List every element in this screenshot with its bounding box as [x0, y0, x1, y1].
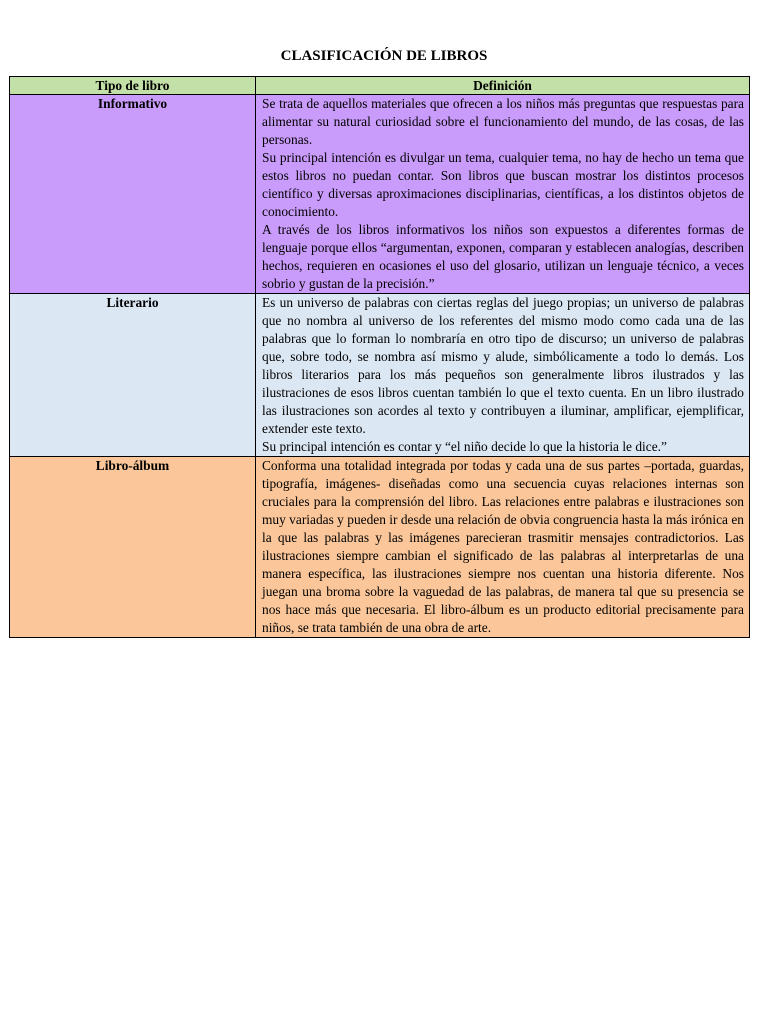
definition-paragraph: Es un universo de palabras con ciertas reglas del juego propias; un universo de palabras que no nombra al universo de los referentes del mismo modo como cada una de las palabras que lo forman lo nombraría en otro tipo de discurso; un universo de palabras que, sobre todo, se nombra así mismo y alude, simbólicamente a todo lo demás. Los libros literarios para los más pequeños son generalmente libros ilustrados y las ilustraciones de esos libros cuentan también lo que el texto cuenta. En un libro ilustrado las ilustraciones son acordes al texto y contribuyen a iluminar, amplificar, ejemplificar, extender este texto. — [262, 295, 744, 436]
header-definicion: Definición — [256, 77, 750, 95]
definition-paragraph: Su principal intención es contar y “el niño decide lo que la historia le dice.” — [262, 439, 667, 454]
type-cell: Literario — [10, 294, 256, 457]
table-row-libro-album — [10, 457, 750, 638]
definition-cell — [256, 95, 750, 294]
definition-paragraph: Se trata de aquellos materiales que ofrecen a los niños más preguntas que respuestas para alimentar su natural curiosidad sobre el funcionamiento del mundo, de las cosas, de las personas. — [262, 96, 744, 147]
type-cell: Informativo — [10, 95, 256, 294]
type-cell: Libro-álbum — [10, 457, 256, 638]
definition-paragraph: Conforma una totalidad integrada por todas y cada una de sus partes –portada, guardas, tipografía, imágenes- diseñadas como una secuencia cuyas relaciones internas son cruciales para la comprensión del libro. Las relaciones entre palabras e ilustraciones son muy variadas y pueden ir desde una relación de obvia congruencia hasta la más irónica en la que las palabras y las imágenes parecieran trasmitir mensajes contradictorios. Las ilustraciones siempre cambian el significado de las palabras al interpretarlas de una manera específica, las ilustraciones siempre nos cuentan una historia diferente. Nos juegan una broma sobre la vaguedad de las palabras, de manera tal que su presencia se nos hace más que necesaria. El libro-álbum es un producto editorial precisamente para niños, se trata también de una obra de arte. — [262, 458, 744, 635]
page-title: CLASIFICACIÓN DE LIBROS — [280, 48, 488, 64]
definition-paragraph: A través de los libros informativos los niños son expuestos a diferentes formas de lenguaje porque ellos “argumentan, exponen, comparan y establecen analogías, describen hechos, requieren en ocasiones el uso del glosario, utilizan un lenguaje técnico, a veces sobrio y gustan de la precisión.” — [262, 222, 744, 291]
table-header-row — [10, 77, 750, 95]
table-row-literario — [10, 294, 750, 457]
definition-paragraph: Su principal intención es divulgar un tema, cualquier tema, no hay de hecho un tema que estos libros no puedan contar. Son libros que buscan mostrar los distintos procesos científico y diversas aproximaciones disciplinarias, científicas, a los distintos objetos de conocimiento. — [262, 150, 744, 219]
header-tipo-de-libro: Tipo de libro — [10, 77, 256, 95]
classification-table — [9, 76, 750, 638]
table-row-informativo — [10, 95, 750, 294]
definition-cell — [256, 294, 750, 457]
definition-cell — [256, 457, 750, 638]
